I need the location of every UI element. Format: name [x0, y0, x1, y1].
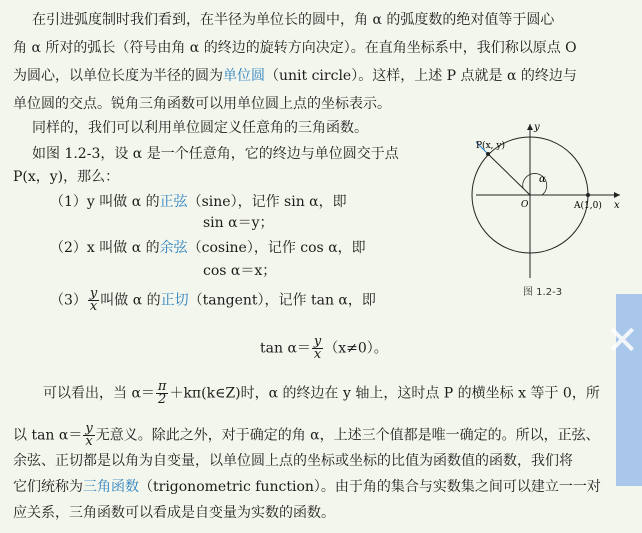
para3-line3: 余弦、正切都是以角为自变量，以单位圆上点的坐标或坐标的比值为函数值的函数，我们将 — [13, 453, 573, 469]
term-unit-circle: 单位圆 — [223, 68, 265, 84]
label-y: y — [534, 122, 540, 133]
def-tangent-b: 叫做 α 的 — [100, 292, 161, 309]
fraction-den: x — [89, 299, 98, 314]
fraction-y-over-x — [88, 288, 99, 313]
para3-line1-b: ＋kπ(k∈Z)时，α 的终边在 y 轴上，这时点 P 的横坐标 x 等于 0，所 — [169, 385, 600, 402]
unit-circle-figure — [468, 118, 628, 283]
para1-line3-b: （unit circle）。这样，上述 P 点就是 α 的终边与 — [265, 68, 577, 84]
point-p — [486, 152, 490, 156]
def-tangent-c: （tangent），记作 tan α，即 — [188, 292, 376, 309]
para2-line1: 同样的，我们可以利用单位圆定义任意角的三角函数。 — [32, 120, 368, 136]
fraction-y-over-x-2 — [83, 423, 94, 448]
def-tangent-a: （3） — [50, 292, 87, 309]
para3-line1 — [43, 381, 600, 406]
eq-sine: sin α＝y； — [203, 215, 274, 231]
point-a — [586, 193, 590, 197]
term-trig-functions: 三角函数 — [83, 479, 139, 495]
para3-line4-a: 它们统称为 — [13, 479, 83, 495]
term-cosine: 余弦 — [159, 240, 188, 256]
eq-tangent-a: tan α＝ — [260, 340, 311, 357]
para2-line3: P(x，y)，那么： — [13, 169, 120, 185]
label-a: A(1,0) — [574, 201, 602, 211]
para3-line1-a: 可以看出，当 α＝ — [43, 385, 155, 402]
para3-line4-b: （trigonometric function）。由于角的集合与实数集之间可以建立一一对 — [139, 479, 601, 495]
para3-line2-b: 无意义。除此之外，对于确定的角 α，上述三个值都是唯一确定的。所以，正弦、 — [95, 427, 600, 444]
def-cosine — [50, 239, 366, 257]
term-sine: 正弦 — [159, 194, 188, 210]
para1-line1: 在引进弧度制时我们看到，在半径为单位长的圆中，角 α 的弧度数的绝对值等于圆心 — [32, 12, 555, 28]
label-o: O — [521, 200, 529, 210]
eq-tangent-den: x — [313, 347, 322, 362]
fraction-num: y — [89, 286, 98, 301]
term-tangent: 正切 — [160, 292, 189, 309]
fraction2-num: y — [85, 421, 93, 436]
def-tangent — [50, 288, 376, 313]
side-decoration-glyph-icon: ✕ — [605, 318, 639, 364]
fraction2-den: x — [85, 434, 93, 449]
eq-tangent-b: （x≠0）。 — [324, 340, 388, 357]
label-p: P(x, y) — [476, 141, 505, 151]
pi-den: 2 — [158, 392, 167, 407]
para1-line3 — [13, 67, 577, 85]
def-sine-a: （1）y 叫做 α 的 — [50, 194, 160, 210]
eq-tangent-fraction — [312, 336, 323, 361]
para2-line2: 如图 1.2-3，设 α 是一个任意角，它的终边与单位圆交于点 — [32, 146, 399, 162]
terminal-side — [487, 153, 530, 195]
para3-line2-a: 以 tan α＝ — [13, 427, 83, 444]
pi-num: π — [157, 379, 167, 394]
y-axis-arrow-icon — [527, 124, 533, 130]
eq-tangent — [260, 336, 388, 361]
label-alpha: α — [539, 174, 546, 185]
para1-line2: 角 α 所对的弧长（符号由角 α 的终边的旋转方向决定）。在直角坐标系中，我们称以原点 O — [13, 40, 577, 56]
para3-line4 — [13, 478, 601, 496]
eq-tangent-num: y — [313, 334, 322, 349]
def-sine — [50, 193, 347, 211]
def-sine-b: （sine），记作 sin α，即 — [187, 194, 347, 210]
figure-caption: 图 1.2-3 — [523, 287, 563, 298]
fraction-pi-over-2 — [156, 381, 169, 406]
para1-line3-a: 为圆心，以单位长度为半径的圆为 — [13, 68, 223, 84]
def-cosine-a: （2）x 叫做 α 的 — [50, 240, 160, 256]
para1-line4: 单位圆的交点。锐角三角函数可以用单位圆上点的坐标表示。 — [13, 96, 391, 112]
para3-line2 — [13, 423, 600, 448]
eq-cosine: cos α＝x； — [203, 263, 277, 279]
x-axis-arrow-icon — [614, 192, 620, 198]
label-x: x — [614, 200, 620, 211]
def-cosine-b: （cosine），记作 cos α，即 — [187, 240, 366, 256]
para3-line5: 应关系，三角函数可以看成是自变量为实数的函数。 — [13, 505, 335, 521]
